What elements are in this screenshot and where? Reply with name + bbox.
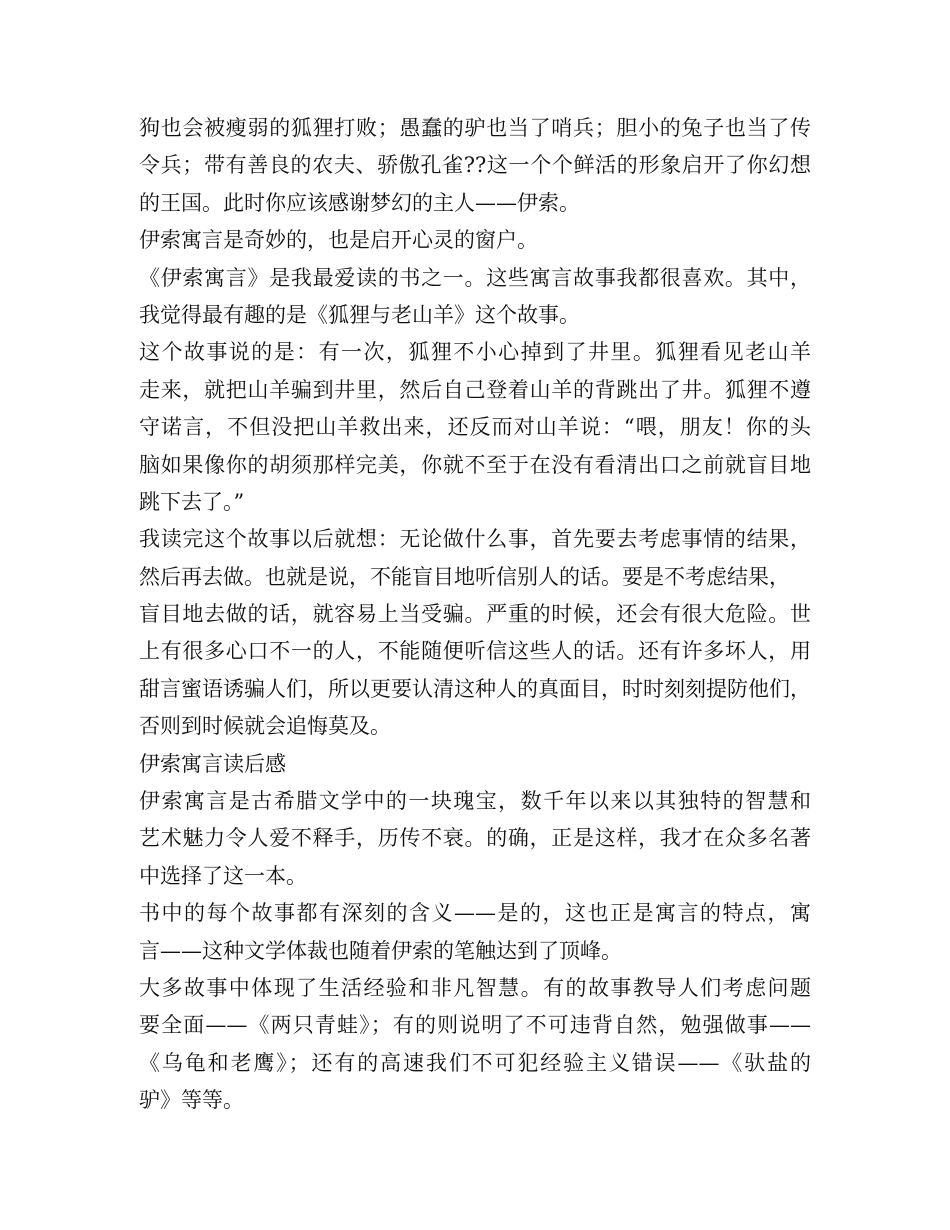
text-line: 走来，就把山羊骗到井里，然后自己登着山羊的背跳出了井。狐狸不遵 [139, 377, 811, 402]
text-line: 艺术魅力令人爱不释手，历传不衰。的确，正是这样，我才在众多名著 [139, 826, 811, 851]
text-line: 狗也会被瘦弱的狐狸打败；愚蠢的驴也当了哨兵；胆小的兔子也当了传 [139, 116, 811, 140]
text-line: 令兵；带有善良的农夫、骄傲孔雀??这一个个鲜活的形象启开了你幻想 [139, 153, 811, 178]
document-body [139, 110, 839, 1120]
text-line: 然后再去做。也就是说，不能盲目地听信别人的话。要是不考虑结果， [139, 564, 790, 589]
text-line: 伊索寓言是古希腊文学中的一块瑰宝，数千年以来以其独特的智慧和 [139, 789, 811, 814]
text-line: 伊索寓言读后感 [139, 751, 286, 776]
text-line: 跳下去了。” [139, 489, 245, 514]
text-line: 《伊索寓言》是我最爱读的书之一。这些寓言故事我都很喜欢。其中， [139, 265, 811, 290]
text-line: 盲目地去做的话，就容易上当受骗。严重的时候，还会有很大危险。世 [139, 602, 811, 627]
text-line: 的王国。此时你应该感谢梦幻的主人——伊索。 [139, 190, 580, 215]
text-line: 中选择了这一本。 [139, 863, 307, 888]
text-line: 要全面——《两只青蛙》；有的则说明了不可违背自然，勉强做事—— [139, 1013, 811, 1038]
text-line: 甜言蜜语诱骗人们，所以更要认清这种人的真面目，时时刻刻提防他们， [139, 676, 811, 701]
text-line: 《乌龟和老鹰》；还有的高速我们不可犯经验主义错误——《驮盐的 [139, 1050, 811, 1075]
text-line: 我读完这个故事以后就想：无论做什么事，首先要去考虑事情的结果， [139, 527, 811, 552]
text-line: 大多故事中体现了生活经验和非凡智慧。有的故事教导人们考虑问题 [139, 975, 811, 1000]
text-line: 上有很多心口不一的人，不能随便听信这些人的话。还有许多坏人，用 [139, 639, 811, 664]
text-line: 我觉得最有趣的是《狐狸与老山羊》这个故事。 [139, 302, 580, 327]
text-line: 伊索寓言是奇妙的，也是启开心灵的窗户。 [139, 228, 538, 253]
text-line: 言——这种文学体裁也随着伊索的笔触达到了顶峰。 [139, 938, 622, 963]
text-line: 脑如果像你的胡须那样完美，你就不至于在没有看清出口之前就盲目地 [139, 452, 811, 477]
text-line: 书中的每个故事都有深刻的含义——是的，这也正是寓言的特点，寓 [139, 901, 811, 926]
text-line: 否则到时候就会追悔莫及。 [139, 714, 391, 739]
text-line: 驴》等等。 [139, 1088, 244, 1113]
text-line: 守诺言，不但没把山羊救出来，还反而对山羊说：“喂，朋友！你的头 [139, 415, 811, 440]
text-line: 这个故事说的是：有一次，狐狸不小心掉到了井里。狐狸看见老山羊 [139, 340, 811, 365]
